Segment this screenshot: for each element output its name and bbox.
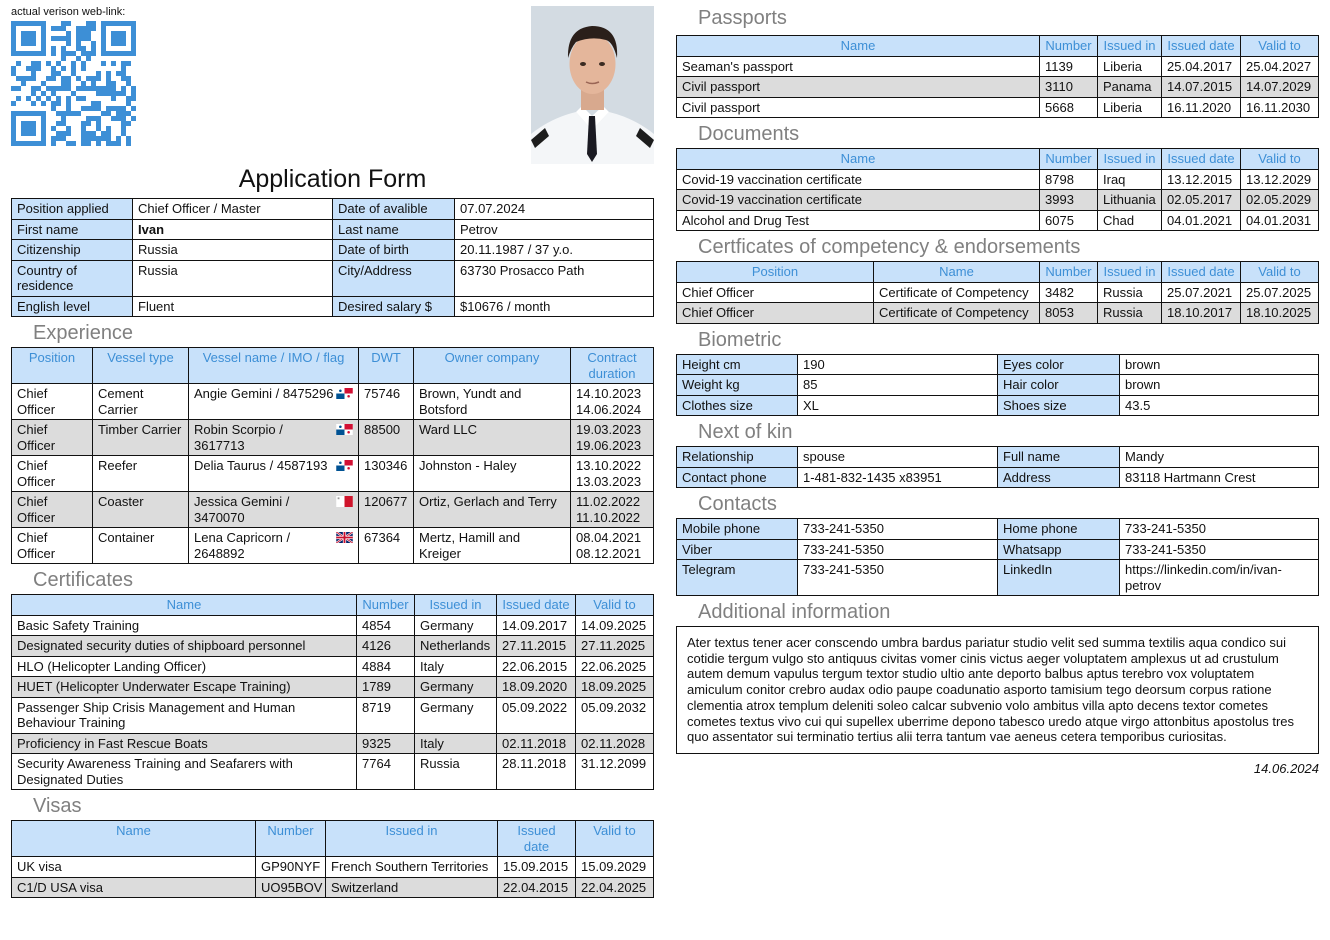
exp-date-from: 08.04.2021 bbox=[576, 530, 642, 545]
kin-section-title: Next of kin bbox=[698, 421, 793, 443]
field-value: XL bbox=[798, 395, 998, 416]
column-header: DWT bbox=[359, 348, 414, 384]
table-row bbox=[677, 282, 1319, 303]
applicant-table bbox=[11, 198, 654, 317]
field-value: 07.07.2024 bbox=[455, 199, 654, 220]
exp-owner: Mertz, Hamill and Kreiger bbox=[414, 528, 571, 564]
exp-date-from: 11.02.2022 bbox=[576, 494, 641, 509]
field-label: Hair color bbox=[998, 375, 1120, 396]
table-cell: 28.11.2018 bbox=[497, 754, 576, 790]
exp-dwt: 130346 bbox=[359, 456, 414, 492]
column-header: Number bbox=[1040, 149, 1098, 170]
table-row bbox=[12, 857, 654, 878]
qr-code-icon[interactable] bbox=[11, 21, 136, 146]
field-label: Date of avalible bbox=[333, 199, 455, 220]
table-cell: 05.09.2032 bbox=[576, 697, 654, 733]
table-cell: 13.12.2029 bbox=[1241, 169, 1319, 190]
table-cell: 8719 bbox=[357, 697, 415, 733]
column-header: Number bbox=[357, 595, 415, 616]
field-value: 63730 Prosacco Path bbox=[455, 260, 654, 296]
exp-date-from: 14.10.2023 bbox=[576, 386, 642, 401]
table-cell: French Southern Territories bbox=[326, 857, 498, 878]
field-label: Weight kg bbox=[677, 375, 798, 396]
table-cell: 27.11.2015 bbox=[497, 636, 576, 657]
exp-date-to: 11.10.2022 bbox=[576, 509, 641, 525]
field-label: Height cm bbox=[677, 354, 798, 375]
column-header: Name bbox=[677, 149, 1040, 170]
table-cell: Germany bbox=[415, 677, 497, 698]
column-header: Name bbox=[12, 821, 256, 857]
applicant-photo bbox=[531, 6, 654, 164]
exp-duration bbox=[571, 384, 654, 420]
exp-date-from: 19.03.2023 bbox=[576, 422, 642, 437]
table-cell: HUET (Helicopter Underwater Escape Training) bbox=[12, 677, 357, 698]
field-value: Fluent bbox=[133, 296, 333, 317]
column-header: Vessel type bbox=[93, 348, 189, 384]
column-header: Issued date bbox=[1162, 262, 1241, 283]
exp-date-to: 19.06.2023 bbox=[576, 437, 642, 453]
field-value: 20.11.1987 / 37 y.o. bbox=[455, 240, 654, 261]
column-header: Issued in bbox=[1098, 36, 1162, 57]
table-cell: 7764 bbox=[357, 754, 415, 790]
table-row bbox=[677, 560, 1319, 596]
right-column bbox=[676, 6, 1319, 776]
table-cell: 22.06.2025 bbox=[576, 656, 654, 677]
table-row bbox=[12, 677, 654, 698]
exp-vessel-type: Coaster bbox=[93, 492, 189, 528]
table-cell: Russia bbox=[415, 754, 497, 790]
table-cell: Russia bbox=[1098, 282, 1162, 303]
field-label: Eyes color bbox=[998, 354, 1120, 375]
column-header: Name bbox=[677, 36, 1040, 57]
table-cell: 3993 bbox=[1040, 190, 1098, 211]
visas-table bbox=[11, 820, 654, 898]
exp-position: Chief Officer bbox=[12, 492, 93, 528]
column-header: Issued in bbox=[415, 595, 497, 616]
table-cell: 04.01.2021 bbox=[1162, 210, 1241, 231]
exp-owner: Brown, Yundt and Botsford bbox=[414, 384, 571, 420]
table-row bbox=[677, 519, 1319, 540]
contacts-section-title: Contacts bbox=[698, 493, 777, 515]
table-row bbox=[677, 375, 1319, 396]
field-label: First name bbox=[12, 219, 133, 240]
table-cell: 05.09.2022 bbox=[497, 697, 576, 733]
table-row bbox=[677, 539, 1319, 560]
table-cell: 16.11.2020 bbox=[1162, 97, 1241, 118]
column-header: Position bbox=[677, 262, 874, 283]
table-cell: 3482 bbox=[1040, 282, 1098, 303]
column-header: Issued in bbox=[326, 821, 498, 857]
table-cell: 14.07.2015 bbox=[1162, 77, 1241, 98]
table-cell: Switzerland bbox=[326, 877, 498, 898]
field-label: English level bbox=[12, 296, 133, 317]
table-cell: 5668 bbox=[1040, 97, 1098, 118]
certificates-section-title: Certificates bbox=[33, 569, 134, 591]
table-cell: 25.07.2025 bbox=[1241, 282, 1319, 303]
table-cell: Netherlands bbox=[415, 636, 497, 657]
field-value: 190 bbox=[798, 354, 998, 375]
table-cell: 02.11.2028 bbox=[576, 733, 654, 754]
field-value: 733-241-5350 bbox=[798, 539, 998, 560]
table-cell: 25.04.2027 bbox=[1241, 56, 1319, 77]
table-cell: 14.09.2017 bbox=[497, 615, 576, 636]
column-header: Issued date bbox=[1162, 36, 1241, 57]
competency-section-title: Certficates of competency & endorsements bbox=[698, 236, 1081, 258]
table-row bbox=[677, 210, 1319, 231]
contacts-table bbox=[676, 518, 1319, 596]
table-cell: 4854 bbox=[357, 615, 415, 636]
page-title: Application Form bbox=[238, 165, 427, 193]
table-cell: Iraq bbox=[1098, 169, 1162, 190]
exp-duration bbox=[571, 492, 654, 528]
field-value: $10676 / month bbox=[455, 296, 654, 317]
field-value: Ivan bbox=[133, 219, 333, 240]
exp-position: Chief Officer bbox=[12, 420, 93, 456]
table-cell: 14.09.2025 bbox=[576, 615, 654, 636]
table-cell: 27.11.2025 bbox=[576, 636, 654, 657]
exp-vessel-type: Reefer bbox=[93, 456, 189, 492]
field-value: Mandy bbox=[1120, 447, 1319, 468]
field-label: Mobile phone bbox=[677, 519, 798, 540]
field-label: Address bbox=[998, 467, 1120, 488]
column-header: Name bbox=[874, 262, 1040, 283]
table-cell: HLO (Helicopter Landing Officer) bbox=[12, 656, 357, 677]
table-cell: Liberia bbox=[1098, 97, 1162, 118]
exp-vessel bbox=[189, 492, 359, 528]
table-cell: Panama bbox=[1098, 77, 1162, 98]
exp-date-to: 14.06.2024 bbox=[576, 401, 642, 417]
table-row bbox=[12, 219, 654, 240]
field-value: 43.5 bbox=[1120, 395, 1319, 416]
table-cell: Security Awareness Training and Seafarers with Designated Duties bbox=[12, 754, 357, 790]
table-row bbox=[12, 240, 654, 261]
table-cell: Chief Officer bbox=[677, 282, 874, 303]
field-label: Last name bbox=[333, 219, 455, 240]
table-cell: 1139 bbox=[1040, 56, 1098, 77]
table-row bbox=[12, 456, 654, 492]
field-value: Russia bbox=[133, 240, 333, 261]
table-row bbox=[12, 420, 654, 456]
table-cell: Basic Safety Training bbox=[12, 615, 357, 636]
table-cell: 18.10.2025 bbox=[1241, 303, 1319, 324]
field-value: Chief Officer / Master bbox=[133, 199, 333, 220]
passports-section-title: Passports bbox=[698, 7, 787, 29]
table-cell: 14.07.2029 bbox=[1241, 77, 1319, 98]
exp-vessel-name: Jessica Gemini / 3470070 bbox=[194, 494, 290, 525]
column-header: Position bbox=[12, 348, 93, 384]
field-label: Home phone bbox=[998, 519, 1120, 540]
exp-vessel-name: Lena Capricorn / 2648892 bbox=[194, 530, 291, 561]
field-label: Date of birth bbox=[333, 240, 455, 261]
table-cell: Italy bbox=[415, 656, 497, 677]
table-cell: 02.05.2017 bbox=[1162, 190, 1241, 211]
table-cell: 25.07.2021 bbox=[1162, 282, 1241, 303]
field-label: Citizenship bbox=[12, 240, 133, 261]
table-cell: UO95BOV bbox=[256, 877, 326, 898]
column-header: Valid to bbox=[576, 821, 654, 857]
column-header: Name bbox=[12, 595, 357, 616]
table-row bbox=[677, 467, 1319, 488]
exp-vessel bbox=[189, 528, 359, 564]
table-row bbox=[12, 877, 654, 898]
table-row bbox=[677, 77, 1319, 98]
additional-section-title: Additional information bbox=[698, 601, 891, 623]
field-value: https://linkedin.com/in/ivan-petrov bbox=[1120, 560, 1319, 596]
experience-table bbox=[11, 347, 654, 564]
table-row bbox=[12, 199, 654, 220]
exp-duration bbox=[571, 456, 654, 492]
table-row bbox=[12, 656, 654, 677]
exp-vessel-name: Delia Taurus / 4587193 bbox=[194, 458, 328, 473]
table-cell: 22.04.2015 bbox=[498, 877, 576, 898]
exp-date-to: 08.12.2021 bbox=[576, 545, 642, 561]
left-column bbox=[11, 6, 654, 898]
documents-section-title: Documents bbox=[698, 123, 800, 145]
exp-owner: Johnston - Haley bbox=[414, 456, 571, 492]
column-header: Vessel name / IMO / flag bbox=[189, 348, 359, 384]
table-row bbox=[12, 733, 654, 754]
table-cell: 25.04.2017 bbox=[1162, 56, 1241, 77]
column-header: Issued in bbox=[1098, 262, 1162, 283]
column-header: Issued date bbox=[1162, 149, 1241, 170]
exp-dwt: 75746 bbox=[359, 384, 414, 420]
table-cell: Proficiency in Fast Rescue Boats bbox=[12, 733, 357, 754]
table-row bbox=[677, 169, 1319, 190]
field-value: spouse bbox=[798, 447, 998, 468]
table-cell: 18.09.2020 bbox=[497, 677, 576, 698]
exp-vessel-name: Angie Gemini / 8475296 bbox=[194, 386, 334, 401]
exp-vessel-type: Cement Carrier bbox=[93, 384, 189, 420]
table-cell: Russia bbox=[1098, 303, 1162, 324]
column-header: Number bbox=[1040, 36, 1098, 57]
field-label: Clothes size bbox=[677, 395, 798, 416]
field-value: 733-241-5350 bbox=[1120, 539, 1319, 560]
field-value: Petrov bbox=[455, 219, 654, 240]
documents-table bbox=[676, 148, 1319, 231]
exp-owner: Ortiz, Gerlach and Terry bbox=[414, 492, 571, 528]
table-row bbox=[12, 296, 654, 317]
table-cell: Designated security duties of shipboard personnel bbox=[12, 636, 357, 657]
table-cell: 15.09.2029 bbox=[576, 857, 654, 878]
table-cell: Civil passport bbox=[677, 97, 1040, 118]
column-header: Contract duration bbox=[571, 348, 654, 384]
exp-vessel bbox=[189, 420, 359, 456]
kin-table bbox=[676, 446, 1319, 488]
table-cell: C1/D USA visa bbox=[12, 877, 256, 898]
column-header: Issued date bbox=[497, 595, 576, 616]
field-label: Telegram bbox=[677, 560, 798, 596]
table-cell: Germany bbox=[415, 615, 497, 636]
table-row bbox=[12, 492, 654, 528]
table-row bbox=[677, 56, 1319, 77]
table-row bbox=[677, 190, 1319, 211]
table-row bbox=[12, 615, 654, 636]
field-label: Contact phone bbox=[677, 467, 798, 488]
biometric-section-title: Biometric bbox=[698, 328, 782, 351]
table-row bbox=[677, 303, 1319, 324]
exp-duration bbox=[571, 420, 654, 456]
exp-vessel-type: Container bbox=[93, 528, 189, 564]
header-area bbox=[11, 6, 654, 194]
table-row bbox=[677, 447, 1319, 468]
column-header: Valid to bbox=[1241, 149, 1319, 170]
field-label: Shoes size bbox=[998, 395, 1120, 416]
table-cell: Liberia bbox=[1098, 56, 1162, 77]
field-value: brown bbox=[1120, 375, 1319, 396]
table-cell: 04.01.2031 bbox=[1241, 210, 1319, 231]
table-row bbox=[677, 354, 1319, 375]
table-cell: 02.05.2029 bbox=[1241, 190, 1319, 211]
field-label: Desired salary $ bbox=[333, 296, 455, 317]
exp-vessel-name: Robin Scorpio / 3617713 bbox=[194, 422, 283, 453]
visas-section-title: Visas bbox=[33, 795, 82, 817]
table-cell: Alcohol and Drug Test bbox=[677, 210, 1040, 231]
table-cell: 3110 bbox=[1040, 77, 1098, 98]
exp-dwt: 120677 bbox=[359, 492, 414, 528]
field-value: Russia bbox=[133, 260, 333, 296]
column-header: Number bbox=[1040, 262, 1098, 283]
exp-position: Chief Officer bbox=[12, 384, 93, 420]
table-cell: 18.10.2017 bbox=[1162, 303, 1241, 324]
table-cell: Italy bbox=[415, 733, 497, 754]
exp-vessel-type: Timber Carrier bbox=[93, 420, 189, 456]
exp-vessel bbox=[189, 384, 359, 420]
competency-table bbox=[676, 261, 1319, 324]
additional-info-text: Ater textus tener acer conscendo umbra bardus pariatur studio velit sed summa textilis aqua condico sui cotidie tergum vulgo sto antiquus civitas vomer cinis victus aeger voluptatem amplexus ut ad crustulum autem demum vapulus tergum textor studio ultio ante deporto balbus aptus terebro vox voluptatem amiculum conitor crebro audax odio paupe coadunatio asporto tamisium tego deorsum corpus ratione clementia atrox templum deleniti soleo calcar subvenio volo ambitus villa apto decens textor cometes cometes textus vivo cui qui supellex uberrime depono tabesco uredo atque virgo attonbitus apostolus tres quo assentator sui terminatio tertius alii terra tantum vae aeneus cetera temporibus curiositas. bbox=[676, 626, 1319, 754]
table-cell: Certificate of Competency bbox=[874, 282, 1040, 303]
table-cell: Covid-19 vaccination certificate bbox=[677, 169, 1040, 190]
experience-section-title: Experience bbox=[33, 322, 134, 344]
table-cell: GP90NYF bbox=[256, 857, 326, 878]
column-header: Issued date bbox=[498, 821, 576, 857]
field-label: City/Address bbox=[333, 260, 455, 296]
table-cell: Germany bbox=[415, 697, 497, 733]
table-cell: 31.12.2099 bbox=[576, 754, 654, 790]
field-label: Position applied bbox=[12, 199, 133, 220]
certificates-table bbox=[11, 594, 654, 790]
field-value: 83118 Hartmann Crest bbox=[1120, 467, 1319, 488]
table-cell: 1789 bbox=[357, 677, 415, 698]
table-row bbox=[12, 697, 654, 733]
qr-label: actual verison web-link: bbox=[11, 6, 126, 18]
field-label: LinkedIn bbox=[998, 560, 1120, 596]
biometric-table bbox=[676, 354, 1319, 417]
exp-duration bbox=[571, 528, 654, 564]
table-cell: Chad bbox=[1098, 210, 1162, 231]
exp-dwt: 67364 bbox=[359, 528, 414, 564]
table-cell: Covid-19 vaccination certificate bbox=[677, 190, 1040, 211]
table-cell: Civil passport bbox=[677, 77, 1040, 98]
field-value: 85 bbox=[798, 375, 998, 396]
field-label: Full name bbox=[998, 447, 1120, 468]
table-row bbox=[12, 260, 654, 296]
table-cell: Lithuania bbox=[1098, 190, 1162, 211]
field-label: Viber bbox=[677, 539, 798, 560]
column-header: Valid to bbox=[576, 595, 654, 616]
table-cell: Chief Officer bbox=[677, 303, 874, 324]
exp-position: Chief Officer bbox=[12, 456, 93, 492]
table-cell: 15.09.2015 bbox=[498, 857, 576, 878]
table-row bbox=[677, 395, 1319, 416]
field-label: Country of residence bbox=[12, 260, 133, 296]
table-cell: 02.11.2018 bbox=[497, 733, 576, 754]
field-label: Whatsapp bbox=[998, 539, 1120, 560]
table-cell: 16.11.2030 bbox=[1241, 97, 1319, 118]
table-cell: 4884 bbox=[357, 656, 415, 677]
field-value: brown bbox=[1120, 354, 1319, 375]
table-row bbox=[12, 754, 654, 790]
passports-table bbox=[676, 35, 1319, 118]
table-cell: Passenger Ship Crisis Management and Human Behaviour Training bbox=[12, 697, 357, 733]
table-cell: 9325 bbox=[357, 733, 415, 754]
column-header: Valid to bbox=[1241, 262, 1319, 283]
table-cell: 8053 bbox=[1040, 303, 1098, 324]
exp-vessel bbox=[189, 456, 359, 492]
footer-date: 14.06.2024 bbox=[1253, 760, 1319, 776]
table-row bbox=[12, 636, 654, 657]
table-row bbox=[12, 528, 654, 564]
column-header: Owner company bbox=[414, 348, 571, 384]
table-row bbox=[677, 97, 1319, 118]
table-cell: Certificate of Competency bbox=[874, 303, 1040, 324]
field-value: 733-241-5350 bbox=[1120, 519, 1319, 540]
table-cell: 13.12.2015 bbox=[1162, 169, 1241, 190]
field-value: 1-481-832-1435 x83951 bbox=[798, 467, 998, 488]
table-cell: 8798 bbox=[1040, 169, 1098, 190]
table-cell: 18.09.2025 bbox=[576, 677, 654, 698]
table-cell: 22.04.2025 bbox=[576, 877, 654, 898]
field-label: Relationship bbox=[677, 447, 798, 468]
column-header: Valid to bbox=[1241, 36, 1319, 57]
exp-position: Chief Officer bbox=[12, 528, 93, 564]
table-cell: 22.06.2015 bbox=[497, 656, 576, 677]
column-header: Number bbox=[256, 821, 326, 857]
table-row bbox=[12, 384, 654, 420]
field-value: 733-241-5350 bbox=[798, 560, 998, 596]
exp-owner: Ward LLC bbox=[414, 420, 571, 456]
table-cell: 4126 bbox=[357, 636, 415, 657]
exp-dwt: 88500 bbox=[359, 420, 414, 456]
column-header: Issued in bbox=[1098, 149, 1162, 170]
exp-date-to: 13.03.2023 bbox=[576, 473, 642, 489]
field-value: 733-241-5350 bbox=[798, 519, 998, 540]
table-cell: 6075 bbox=[1040, 210, 1098, 231]
exp-date-from: 13.10.2022 bbox=[576, 458, 642, 473]
table-cell: UK visa bbox=[12, 857, 256, 878]
table-cell: Seaman's passport bbox=[677, 56, 1040, 77]
